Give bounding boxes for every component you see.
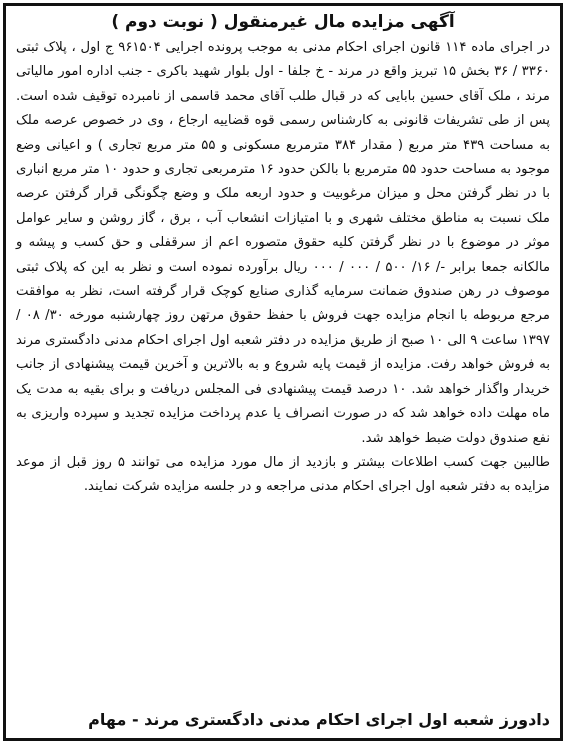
notice-body [16, 36, 550, 500]
notice-signature: دادورز شعبه اول اجرای احکام مدنی دادگستری مرند - مهام [88, 710, 550, 729]
auction-notice [3, 3, 563, 741]
notice-title: آگهی مزایده مال غیرمنقول ( نوبت دوم ) [111, 12, 455, 32]
notice-paragraph-visit: طالبین جهت کسب اطلاعات بیشتر و بازدید از مال مورد مزایده می توانند ۵ روز قبل از موعد مزایده به دفتر شعبه اول اجرای احکام مدنی مراجعه و در جلسه مزایده شرکت نمایند. [16, 454, 550, 495]
notice-paragraph-main: در اجرای ماده ۱۱۴ قانون اجرای احکام مدنی به موجب پرونده اجرایی ۹۶۱۵۰۴ ج اول ، پلاک ثبتی ۳۳۶۰ / ۳۶ بخش ۱۵ تبریز واقع در مرند - خ جلفا - اول بلوار شهید باکری - جنب اداره امور مالیاتی مرند ، ملک آقای حسین بابایی که در قبال طلب آقای محمد قاسمی از نامبرده توقیف شده است. پس از طی تشریفات قانونی به کارشناس رسمی قوه قضاییه ارجاع ، وی در خصوص عرصه ملک به مساحت ۴۳۹ متر مربع ( مقدار ۳۸۴ مترمربع مسکونی و ۵۵ متر مربع تجاری ) و اعیانی وضع موجود به مساحت حدود ۵۵ مترمربع با بالکن حدود ۱۶ مترمربعی تجاری و حدود ۱۰ متر مربع انباری با در نظر گرفتن محل و میزان مرغوبیت و حدود اربعه ملک و وضع چگونگی قرار گرفتن عرصه ملک نسبت به مناطق مختلف شهری و با امتیازات انشعاب آب ، برق ، گاز روشن و سایر عوامل موثر در موضوع با در نظر گرفتن کلیه حقوق متصوره اعم از سرقفلی و حق کسب و پیشه و مالکانه جمعا برابر -/ ۱۶/ ۵۰۰ / ۰۰۰ / ۰۰۰ ریال برآورده نموده است و نظر به این که پلاک ثبتی موصوف در رهن صندوق ضمانت سرمایه گذاری صنایع کوچک قرار گرفته است، نظر به موافقت مرجع مربوطه با انجام مزایده جهت فروش با حفظ حقوق مرتهن روز چهارشنبه مورخه ۳۰/ ۰۸ / ۱۳۹۷ ساعت ۹ الی ۱۰ صبح از طریق مزایده در دفتر شعبه اول اجرای احکام مدنی دادگستری مرند به فروش خواهد رفت. مزایده از قیمت پایه شروع و به بالاترین و آخرین قیمت پیشنهادی از جانب خریدار واگذار خواهد شد. ۱۰ درصد قیمت پیشنهادی فی المجلس دریافت و برای بقیه به مدت یک ماه مهلت داده خواهد شد که در صورت انصراف یا عدم پرداخت مزایده تجدید و سپرده واریزی به نفع صندوق دولت ضبط خواهد شد. [16, 40, 551, 446]
